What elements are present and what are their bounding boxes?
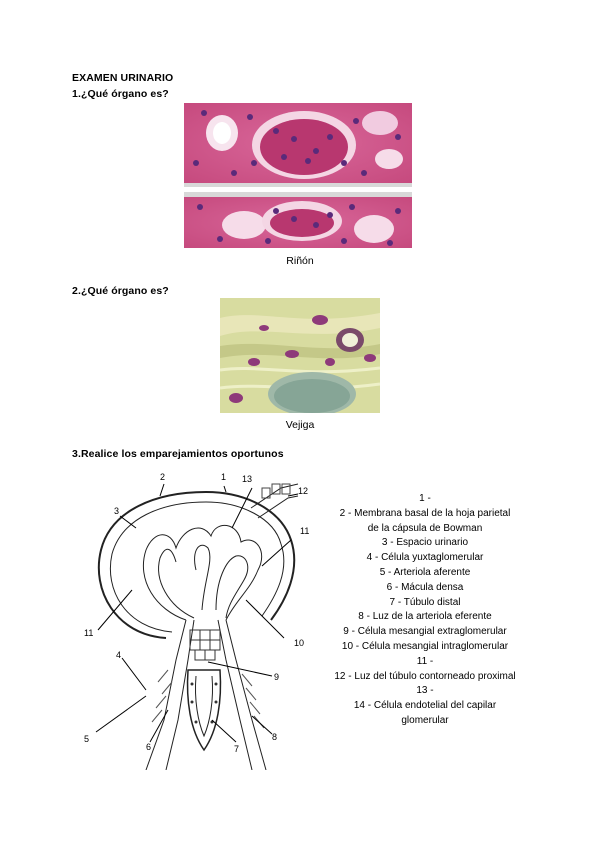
- answer-2: Vejiga: [285, 419, 315, 431]
- question-3: 3.Realice los emparejamientos oportunos: [72, 448, 284, 460]
- diagram-label-3: 3: [114, 506, 120, 516]
- diagram-label-5: 5: [84, 734, 90, 744]
- diagram-label-12: 12: [298, 486, 309, 496]
- exam-title: EXAMEN URINARIO: [72, 72, 174, 84]
- diagram-label-8: 8: [272, 732, 278, 742]
- question-2: 2.¿Qué órgano es?: [72, 285, 169, 297]
- legend-item: 4 - Célula yuxtaglomerular: [366, 552, 484, 564]
- diagram-label-2: 2: [160, 472, 166, 482]
- diagram-label-11-left: 11: [84, 628, 94, 638]
- diagram-label-1: 1: [221, 472, 227, 482]
- diagram-label-4: 4: [116, 650, 122, 660]
- legend-item: 9 - Célula mesangial extraglomerular: [343, 626, 507, 638]
- legend-item: 2 - Membrana basal de la hoja parietal: [339, 507, 511, 519]
- matching-legend: [318, 492, 532, 729]
- legend-item: 11 -: [416, 655, 434, 667]
- legend-item: de la cápsula de Bowman: [367, 522, 483, 534]
- legend-item: 13 -: [416, 685, 434, 697]
- legend-item: 8 - Luz de la arteriola eferente: [358, 611, 492, 623]
- legend-item: 5 - Arteriola aferente: [379, 566, 471, 578]
- legend-item: 7 - Túbulo distal: [389, 596, 461, 608]
- legend-item: 14 - Célula endotelial del capilar: [353, 700, 497, 712]
- legend-item: 12 - Luz del túbulo contorneado proximal: [334, 670, 516, 682]
- diagram-label-9: 9: [274, 672, 280, 682]
- legend-item: 10 - Célula mesangial intraglomerular: [341, 640, 509, 652]
- legend-item: 6 - Mácula densa: [386, 581, 464, 593]
- legend-item: glomerular: [401, 714, 449, 726]
- legend-item: 1 -: [419, 493, 431, 504]
- diagram-label-13: 13: [242, 474, 253, 484]
- kidney-histology-image: [184, 103, 412, 248]
- answer-1: Riñón: [286, 255, 314, 267]
- question-1: 1.¿Qué órgano es?: [72, 88, 169, 100]
- diagram-label-6: 6: [146, 742, 152, 752]
- renal-corpuscle-diagram: [76, 470, 316, 770]
- diagram-label-7: 7: [234, 744, 240, 754]
- diagram-label-10: 10: [294, 638, 305, 648]
- legend-item: 3 - Espacio urinario: [381, 537, 469, 549]
- bladder-histology-image: [220, 298, 380, 413]
- diagram-label-11-right: 11: [300, 526, 310, 536]
